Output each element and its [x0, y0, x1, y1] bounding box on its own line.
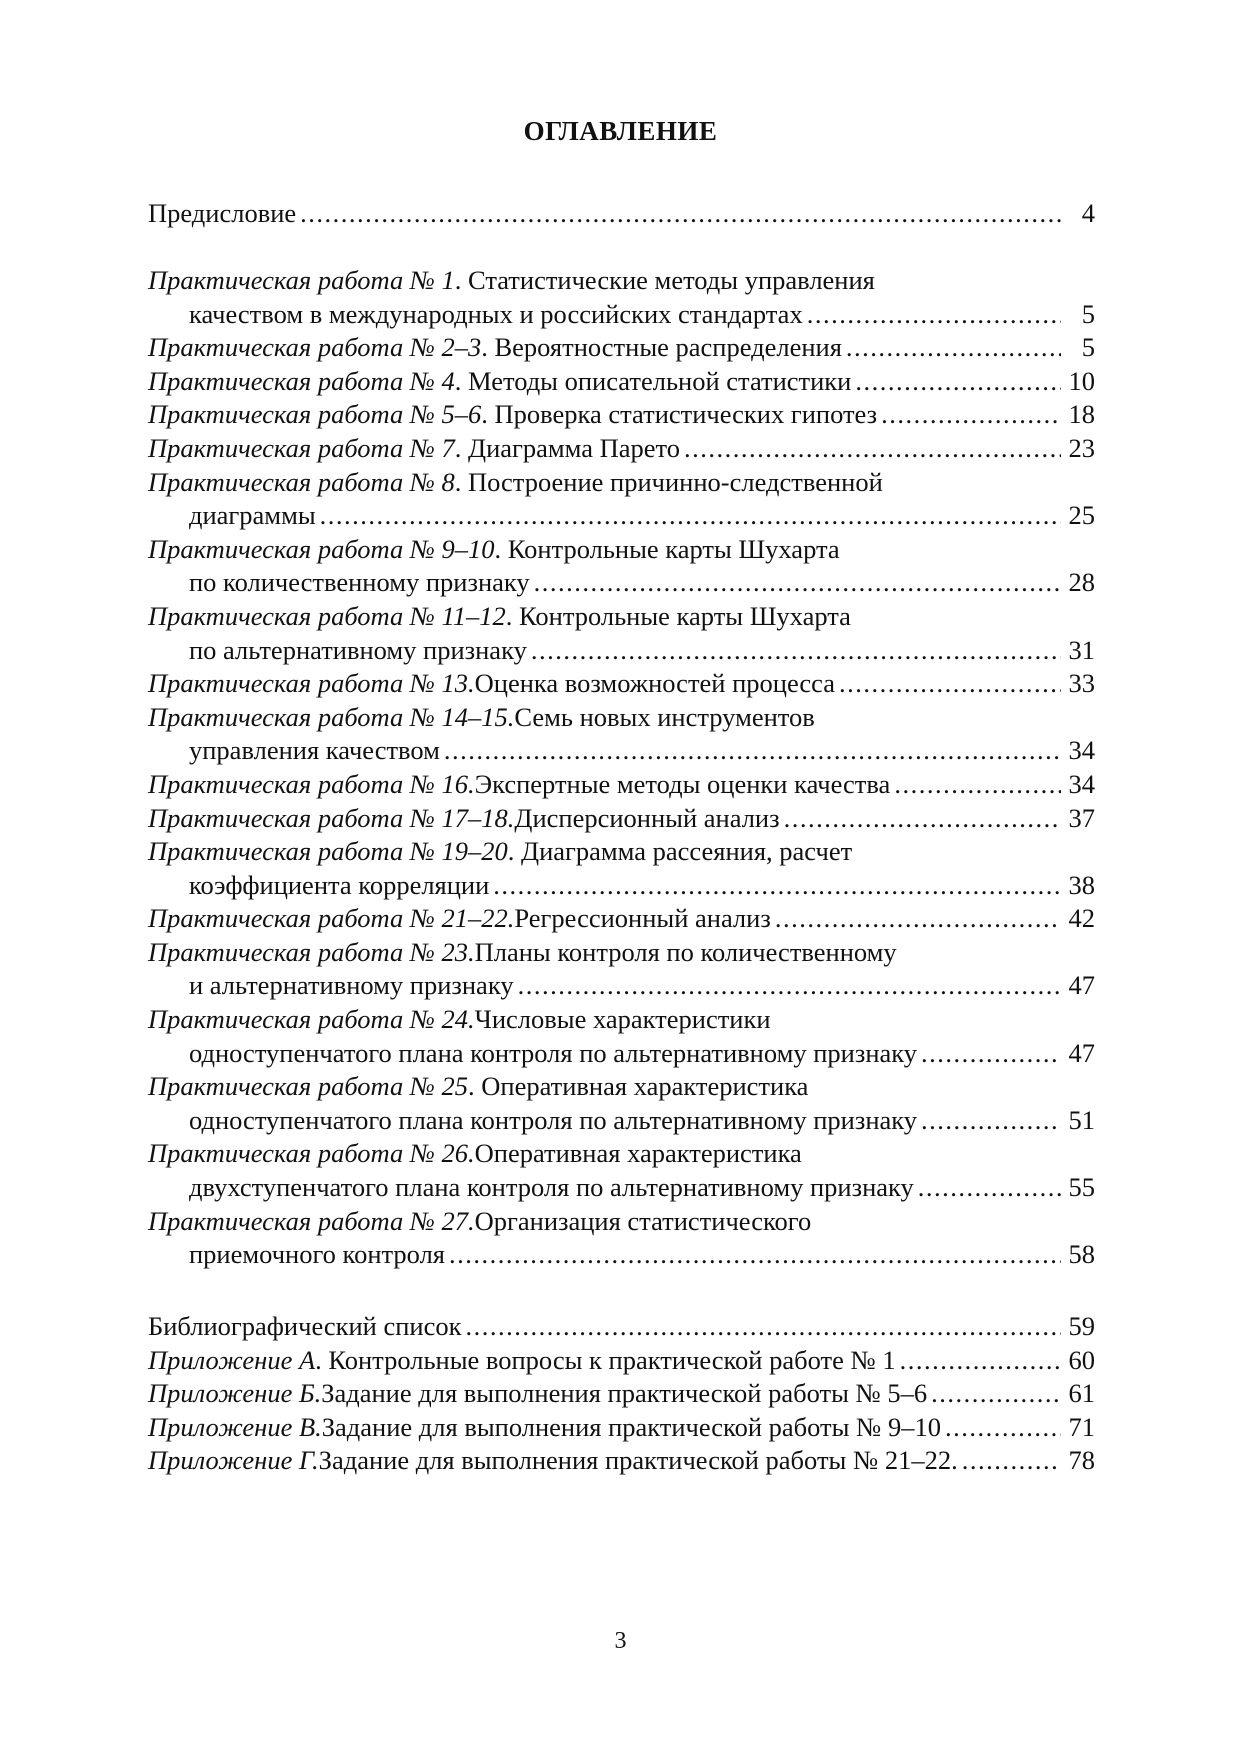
toc-entry[interactable] — [148, 1344, 1095, 1378]
toc-entry-lead: Практическая работа № 21–22. — [148, 903, 515, 934]
toc-entry-text: Экспертные методы оценки качества — [474, 768, 891, 799]
toc-entry-lead: Приложение Б. — [148, 1378, 322, 1409]
toc-page-number: 61 — [1068, 1378, 1095, 1409]
toc-page-number: 47 — [1068, 970, 1095, 1001]
toc-entry-heading[interactable] — [148, 264, 1095, 298]
toc-entry[interactable] — [148, 365, 1095, 399]
toc-entry-text: Семь новых инструментов — [514, 701, 815, 732]
toc-entry[interactable] — [148, 1310, 1095, 1344]
toc-entry-heading[interactable] — [148, 835, 1095, 869]
toc-entry-heading[interactable] — [148, 1137, 1095, 1171]
toc-entry-text: Предисловие — [148, 198, 297, 228]
toc-entry-lead: Практическая работа № 16. — [148, 768, 475, 799]
toc-entry[interactable] — [148, 734, 1095, 768]
toc-entry-text: управления качеством — [189, 735, 440, 766]
toc-entry-text: . Контрольные вопросы к практической работе № 1 — [315, 1344, 896, 1375]
toc-entry-lead: Практическая работа № 19–20 — [148, 836, 508, 867]
toc-entry-text: . Статистические методы управления — [454, 265, 875, 295]
toc-entry-lead: Практическая работа № 24. — [148, 1004, 475, 1035]
toc-entry-heading[interactable] — [148, 1003, 1095, 1037]
toc-entry-text: коэффициента корреляции — [189, 869, 490, 900]
toc-entry-lead: Практическая работа № 9–10 — [148, 533, 495, 564]
toc-page-number: 58 — [1068, 1239, 1095, 1270]
toc-entry-text: Оперативная характеристика — [474, 1138, 802, 1169]
toc-entry[interactable] — [148, 1171, 1095, 1205]
toc-page-number: 34 — [1068, 735, 1095, 766]
toc-entry-lead: Практическая работа № 27. — [148, 1205, 475, 1236]
toc-page-number: 28 — [1068, 567, 1095, 598]
toc-page-number: 33 — [1068, 668, 1095, 699]
dot-leader — [855, 365, 1061, 399]
dot-leader — [493, 869, 1061, 903]
toc-page-number: 37 — [1068, 802, 1095, 833]
toc-preface — [148, 197, 1095, 231]
toc-entry[interactable] — [148, 1411, 1095, 1445]
toc-entry-lead: Практическая работа № 8 — [148, 466, 455, 497]
toc-page-number: 31 — [1068, 634, 1095, 665]
page-title: ОГЛАВЛЕНИЕ — [523, 116, 718, 146]
toc-entry-text: приемочного контроля — [189, 1239, 445, 1270]
toc-entry-lead: Практическая работа № 4 — [148, 365, 455, 396]
toc-entry-lead: Практическая работа № 23. — [148, 936, 475, 967]
toc-entry-lead: Практическая работа № 25 — [148, 1071, 468, 1102]
dot-leader — [921, 1037, 1061, 1071]
toc-page-number: 5 — [1081, 332, 1095, 363]
toc-entry[interactable] — [148, 499, 1095, 533]
toc-entry[interactable] — [148, 1444, 1095, 1478]
toc-entry[interactable] — [148, 802, 1095, 836]
toc-practical-works — [148, 264, 1095, 1272]
toc-page-number: 10 — [1068, 365, 1095, 396]
dot-leader — [839, 667, 1061, 701]
toc-entry-lead: Практическая работа № 14–15. — [148, 701, 515, 732]
toc-entry[interactable] — [148, 1238, 1095, 1272]
toc-entry-heading[interactable] — [148, 600, 1095, 634]
toc-entry-text: и альтернативному признаку — [189, 970, 514, 1001]
toc-entry-text: . Контрольные карты Шухарта — [494, 533, 840, 564]
toc-entry[interactable] — [148, 1377, 1095, 1411]
toc-entry[interactable] — [148, 1037, 1095, 1071]
toc-entry-heading[interactable] — [148, 1205, 1095, 1239]
toc-page-number: 78 — [1068, 1445, 1095, 1476]
toc-entry-text: . Диаграмма Парето — [454, 432, 681, 463]
toc-entry-lead: Практическая работа № 17–18. — [148, 802, 515, 833]
toc-entry-lead: Приложение В. — [148, 1411, 322, 1442]
toc-entry-lead: Практическая работа № 26. — [148, 1138, 475, 1169]
toc-entry-text: Планы контроля по количественному — [474, 936, 897, 967]
toc-entry-text: одноступенчатого плана контроля по альтернативному признаку — [189, 1104, 918, 1135]
dot-leader — [881, 398, 1061, 432]
toc-entry-text: по количественному признаку — [189, 567, 530, 598]
toc-entry-text: . Диаграмма рассеяния, расчет — [507, 836, 853, 867]
toc-entry[interactable] — [148, 432, 1095, 466]
toc-entry-heading[interactable] — [148, 1070, 1095, 1104]
toc-entry-text: диаграммы — [189, 500, 316, 531]
toc-entry-heading[interactable] — [148, 936, 1095, 970]
dot-leader — [900, 1344, 1061, 1378]
dot-leader — [962, 1444, 1061, 1478]
dot-leader — [320, 499, 1061, 533]
dot-leader — [921, 1104, 1061, 1138]
toc-entry-text: Регрессионный анализ — [514, 903, 771, 934]
dot-leader — [449, 1238, 1061, 1272]
toc-entry[interactable] — [148, 1104, 1095, 1138]
page-number: 3 — [614, 1628, 627, 1654]
toc-entry-text: . Вероятностные распределения — [481, 332, 842, 363]
toc-entry[interactable] — [148, 331, 1095, 365]
dot-leader — [518, 969, 1061, 1003]
toc-entry-heading[interactable] — [148, 701, 1095, 735]
toc-entry-text: двухступенчатого плана контроля по альтернативному признаку — [189, 1172, 914, 1203]
dot-leader — [534, 566, 1061, 600]
toc-entry[interactable] — [148, 398, 1095, 432]
toc-entry-lead: Практическая работа № 7 — [148, 432, 455, 463]
toc-page-number: 5 — [1081, 298, 1095, 329]
dot-leader — [918, 1171, 1061, 1205]
toc-entry-text: Задание для выполнения практической работы № 21–22. — [318, 1445, 958, 1476]
toc-entry-text: Оценка возможностей процесса — [474, 668, 835, 699]
toc-entry-text: . Оперативная характеристика — [468, 1071, 809, 1102]
toc-entry-text: Числовые характеристики — [474, 1004, 771, 1035]
toc-entry-heading[interactable] — [148, 466, 1095, 500]
toc-entry-text: . Проверка статистических гипотез — [481, 399, 878, 430]
toc-page-number: 25 — [1068, 500, 1095, 531]
toc-entry-text: Библиографический список — [148, 1311, 462, 1341]
toc-page-number: 47 — [1068, 1037, 1095, 1068]
toc-page-number: 34 — [1068, 768, 1095, 799]
toc-entry-text: Задание для выполнения практической работы № 9–10 — [321, 1411, 941, 1442]
toc-entry-heading[interactable] — [148, 533, 1095, 567]
dot-leader — [807, 298, 1061, 332]
toc-entry-text: . Построение причинно-следственной — [454, 466, 883, 497]
toc-entry-lead: Практическая работа № 1 — [148, 265, 455, 295]
dot-leader — [531, 634, 1061, 668]
toc-entry-lead: Практическая работа № 13. — [148, 668, 475, 699]
dot-leader — [931, 1377, 1061, 1411]
dot-leader — [775, 902, 1061, 936]
dot-leader — [894, 768, 1061, 802]
toc-entry[interactable] — [148, 969, 1095, 1003]
toc-entry-text: качеством в международных и российских стандартах — [189, 298, 803, 329]
toc-page-number: 38 — [1068, 869, 1095, 900]
toc-page-number: 71 — [1068, 1411, 1095, 1442]
toc-entry-lead: Практическая работа № 11–12 — [148, 600, 506, 631]
toc-entry-text: . Контрольные карты Шухарта — [505, 600, 851, 631]
toc-page-number: 18 — [1068, 399, 1095, 430]
toc-entry[interactable] — [148, 298, 1095, 332]
toc-entry-lead: Практическая работа № 2–3 — [148, 332, 482, 363]
dot-leader — [300, 197, 1061, 231]
toc-page-number: 55 — [1068, 1172, 1095, 1203]
toc-page-number: 4 — [1081, 198, 1095, 228]
dot-leader — [466, 1310, 1062, 1344]
toc-page-number: 51 — [1068, 1104, 1095, 1135]
dot-leader — [784, 802, 1061, 836]
toc-entry-text: Задание для выполнения практической работы № 5–6 — [321, 1378, 928, 1409]
toc-entry[interactable] — [148, 566, 1095, 600]
toc-entry-preface[interactable] — [148, 197, 1095, 231]
toc-entry[interactable] — [148, 667, 1095, 701]
toc-entry-lead: Приложение Г. — [148, 1445, 319, 1476]
dot-leader — [945, 1411, 1061, 1445]
toc-entry-lead: Приложение А — [148, 1344, 316, 1375]
toc-entry-text: одноступенчатого плана контроля по альтернативному признаку — [189, 1037, 918, 1068]
toc-page-number: 60 — [1068, 1344, 1095, 1375]
toc-entry-text: Дисперсионный анализ — [514, 802, 780, 833]
dot-leader — [846, 331, 1061, 365]
toc-entry-text: по альтернативному признаку — [189, 634, 527, 665]
toc-entry-text: . Методы описательной статистики — [454, 365, 852, 396]
toc-entry[interactable] — [148, 634, 1095, 668]
toc-entry[interactable] — [148, 902, 1095, 936]
dot-leader — [444, 734, 1061, 768]
toc-entry[interactable] — [148, 768, 1095, 802]
toc-entry[interactable] — [148, 869, 1095, 903]
toc-page-number: 59 — [1068, 1311, 1095, 1341]
dot-leader — [684, 432, 1061, 466]
toc-page-number: 42 — [1068, 903, 1095, 934]
toc-page-number: 23 — [1068, 432, 1095, 463]
toc-entry-text: Организация статистического — [474, 1205, 812, 1236]
toc-back-matter — [148, 1310, 1095, 1478]
toc-entry-lead: Практическая работа № 5–6 — [148, 399, 482, 430]
